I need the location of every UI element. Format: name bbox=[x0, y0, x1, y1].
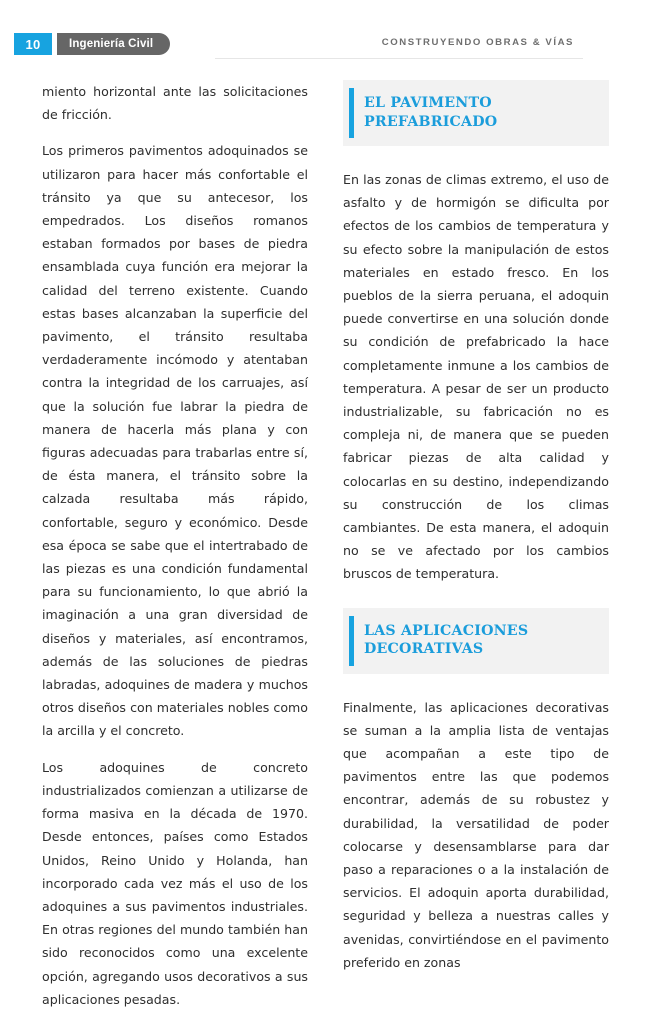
page-number-badge: 10 bbox=[14, 33, 52, 55]
accent-bar bbox=[349, 88, 354, 138]
right-column bbox=[343, 80, 609, 1011]
paragraph: Los adoquines de concreto industrializados comienzan a utilizarse de forma masiva en la década de 1970. Desde entonces, países como Estados Unidos, Reino Unido y Holanda, han incorporado cada vez más el uso de los adoquines a sus pavimentos industriales. En otras regiones del mundo también han sido reconocidos como una excelente opción, agregando usos decorativos a sus aplicaciones pesadas. bbox=[42, 759, 308, 1007]
section-tab: Ingeniería Civil bbox=[57, 33, 170, 55]
paragraph: Los primeros pavimentos adoquinados se utilizaron para hacer más confortable el tránsito ya que su antecesor, los empedrados. Los diseños romanos estaban formados por bases de piedra ensamblada cuya función era mejorar la calidad del terreno existente. Cuando estas bases alcanzaban la superficie del pavimento, el tránsito resultaba verdaderamente incómodo y atentaban contra la integridad de los carruajes, así que la solución fue labrar la piedra de manera de hacerla más plana y con figuras adecuadas para trabarlas entre sí, de ésta manera, el tránsito sobre la calzada resultaba más rápido, confortable, seguro y económico. Desde esa época se sabe que el intertrabado de las piezas es una condición fundamental para su funcionamiento, lo que abrió la imaginación a una gran diversidad de diseños y materiales, así encontramos, además de las soluciones de piedras labradas, adoquines de madera y muchos otros diseños con materiales nobles como la arcilla y el concreto. bbox=[42, 143, 308, 739]
two-column-body bbox=[0, 80, 650, 1011]
paragraph: miento horizontal ante las solicitaciones de fricción. bbox=[42, 84, 308, 123]
section-heading-title: EL PAVIMENTO PREFABRICADO bbox=[364, 95, 498, 130]
section-heading-block-aplicaciones-decorativas bbox=[343, 608, 609, 674]
left-column bbox=[42, 80, 308, 1011]
accent-bar bbox=[349, 616, 354, 666]
header-kicker: CONSTRUYENDO OBRAS & VÍAS bbox=[381, 37, 574, 48]
paragraph: Finalmente, las aplicaciones decorativas se suman a la amplia lista de ventajas que acompañan a este tipo de pavimentos entre las que podemos encontrar, además de su robustez y durabilidad, la versatilidad de poder colocarse y desensamblarse para dar paso a reparaciones o a la instalación de servicios. El adoquin aporta durabilidad, seguridad y belleza a nuestras calles y avenidas, convirtiéndose en el pavimento preferido en zonas bbox=[343, 699, 609, 970]
page-header bbox=[0, 0, 650, 62]
header-divider bbox=[215, 58, 583, 59]
section-heading-block-pavimento-prefabricado bbox=[343, 80, 609, 146]
paragraph: En las zonas de climas extremo, el uso de asfalto y de hormigón se dificulta por efectos de los cambios de temperatura y su efecto sobre la manipulación de estos materiales en estado fresco. En los pueblos de la sierra peruana, el adoquin puede convertirse en una solución donde su condición de prefabricado la hace completamente inmune a los cambios de temperatura. A pesar de ser un producto industrializable, su fabricación no es compleja ni, de manera que se pueden fabricar piezas de alta calidad y colocarlas en su destino, independizando su construcción de los climas cambiantes. De esta manera, el adoquin no se ve afectado por los cambios bruscos de temperatura. bbox=[343, 172, 609, 582]
section-heading-title: LAS APLICACIONES DECORATIVAS bbox=[364, 622, 529, 658]
